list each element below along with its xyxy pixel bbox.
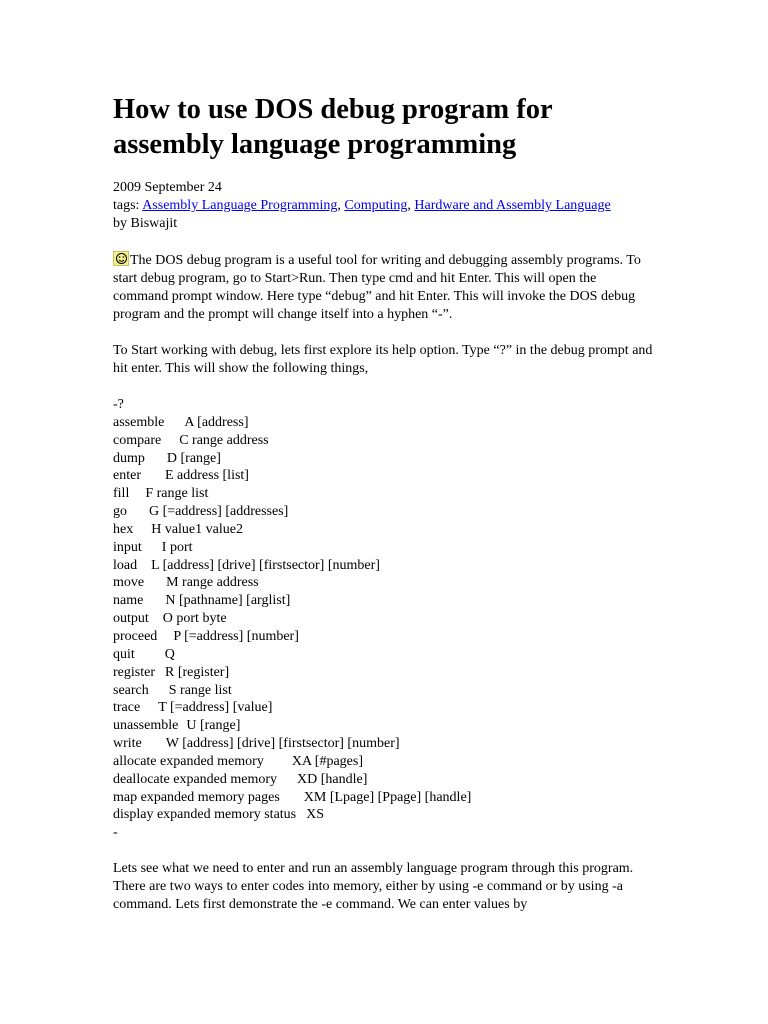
entry-paragraph: Lets see what we need to enter and run an assembly language program through this program. There are two ways to enter codes into memory, either by using -e command or by using -a command. Lets first demonstrate the -e command. We can enter values by [113, 861, 634, 913]
command-row [113, 557, 653, 575]
help-paragraph: To Start working with debug, lets first explore its help option. Type “?” in the debug prompt and hit enter. This will show the following things, [113, 343, 653, 376]
command-name: unassemble [113, 718, 179, 734]
command-row [113, 771, 653, 789]
command-row [113, 450, 653, 468]
tag-link-computing[interactable]: Computing [344, 198, 408, 213]
command-row [113, 467, 653, 485]
command-name: deallocate expanded memory [113, 771, 278, 787]
command-name: name [113, 593, 144, 609]
command-name: assemble [113, 414, 165, 430]
post-meta [113, 179, 653, 233]
command-row [113, 414, 653, 432]
command-row [113, 628, 653, 646]
tag-link-assembly-language-programming[interactable]: Assembly Language Programming [142, 198, 338, 213]
command-name: output [113, 611, 149, 627]
command-syntax: XD [handle] [297, 771, 368, 787]
tags-line: tags: Assembly Language Programming, Computing, Hardware and Assembly Language [113, 198, 611, 213]
command-name: write [113, 736, 142, 752]
command-row [113, 699, 653, 717]
smiley-icon [113, 251, 129, 266]
command-row [113, 717, 653, 735]
prompt-line: - [113, 825, 118, 841]
command-name: search [113, 682, 149, 698]
command-name: hex [113, 521, 134, 537]
command-row [113, 539, 653, 557]
command-syntax: XS [306, 807, 325, 823]
command-syntax: C range address [179, 432, 269, 448]
command-row [113, 789, 653, 807]
command-syntax: XM [Lpage] [Ppage] [handle] [303, 789, 472, 805]
command-name: trace [113, 700, 141, 716]
command-syntax: L [address] [drive] [firstsector] [number] [151, 557, 380, 573]
command-syntax: D [range] [166, 450, 221, 466]
command-syntax: H value1 value2 [151, 521, 243, 537]
command-name: display expanded memory status [113, 807, 297, 823]
command-name: fill [113, 486, 130, 502]
command-row [113, 610, 653, 628]
post-date: 2009 September 24 [113, 180, 222, 195]
command-syntax: I port [161, 539, 193, 555]
byline: by Biswajit [113, 216, 178, 231]
command-syntax: XA [#pages] [291, 753, 363, 769]
command-row [113, 574, 653, 592]
tag-link-hardware-and-assembly-language[interactable]: Hardware and Assembly Language [414, 198, 611, 213]
command-name: move [113, 575, 145, 591]
command-syntax: P [=address] [number] [173, 628, 299, 644]
command-row [113, 664, 653, 682]
command-name: input [113, 539, 142, 555]
command-row [113, 753, 653, 771]
command-name: load [113, 557, 138, 573]
prompt-line: -? [113, 397, 124, 412]
page-title: How to use DOS debug program for assembly language programming [113, 94, 553, 160]
article [113, 92, 653, 914]
command-syntax: U [range] [186, 718, 241, 734]
command-row [113, 735, 653, 753]
command-syntax: S range list [168, 682, 232, 698]
command-syntax: E address [list] [164, 468, 249, 484]
command-syntax: G [=address] [addresses] [149, 504, 289, 520]
command-row [113, 432, 653, 450]
command-row [113, 646, 653, 664]
intro-text: The DOS debug program is a useful tool for writing and debugging assembly programs. To start debug program, go to Start>Run. Then type cmd and hit Enter. This will open the command prompt window. Here type “debug” and hit Enter. This will invoke the DOS debug program and the prompt will change itself into a hyphen “-”. [113, 253, 641, 322]
debug-help-listing [113, 396, 653, 842]
command-name: dump [113, 450, 145, 466]
command-row [113, 485, 653, 503]
command-name: quit [113, 646, 135, 662]
command-syntax: F range list [145, 486, 209, 502]
command-syntax: Q [164, 646, 175, 662]
tags-label: tags: [113, 198, 140, 213]
command-row [113, 806, 653, 824]
command-row [113, 521, 653, 539]
command-name: map expanded memory pages [113, 789, 280, 805]
intro-paragraph [113, 251, 653, 324]
command-syntax: R [register] [164, 664, 230, 680]
command-syntax: W [address] [drive] [firstsector] [number] [165, 736, 400, 752]
command-row [113, 682, 653, 700]
command-name: register [113, 664, 155, 680]
command-syntax: A [address] [184, 414, 249, 430]
command-name: proceed [113, 628, 158, 644]
command-row [113, 592, 653, 610]
command-syntax: T [=address] [value] [158, 700, 273, 716]
command-name: go [113, 504, 127, 520]
command-syntax: O port byte [162, 611, 227, 627]
command-list [113, 414, 653, 824]
command-syntax: N [pathname] [arglist] [165, 593, 291, 609]
command-syntax: M range address [166, 575, 259, 591]
command-name: compare [113, 432, 162, 448]
command-name: enter [113, 468, 141, 484]
command-name: allocate expanded memory [113, 753, 264, 769]
command-row [113, 503, 653, 521]
